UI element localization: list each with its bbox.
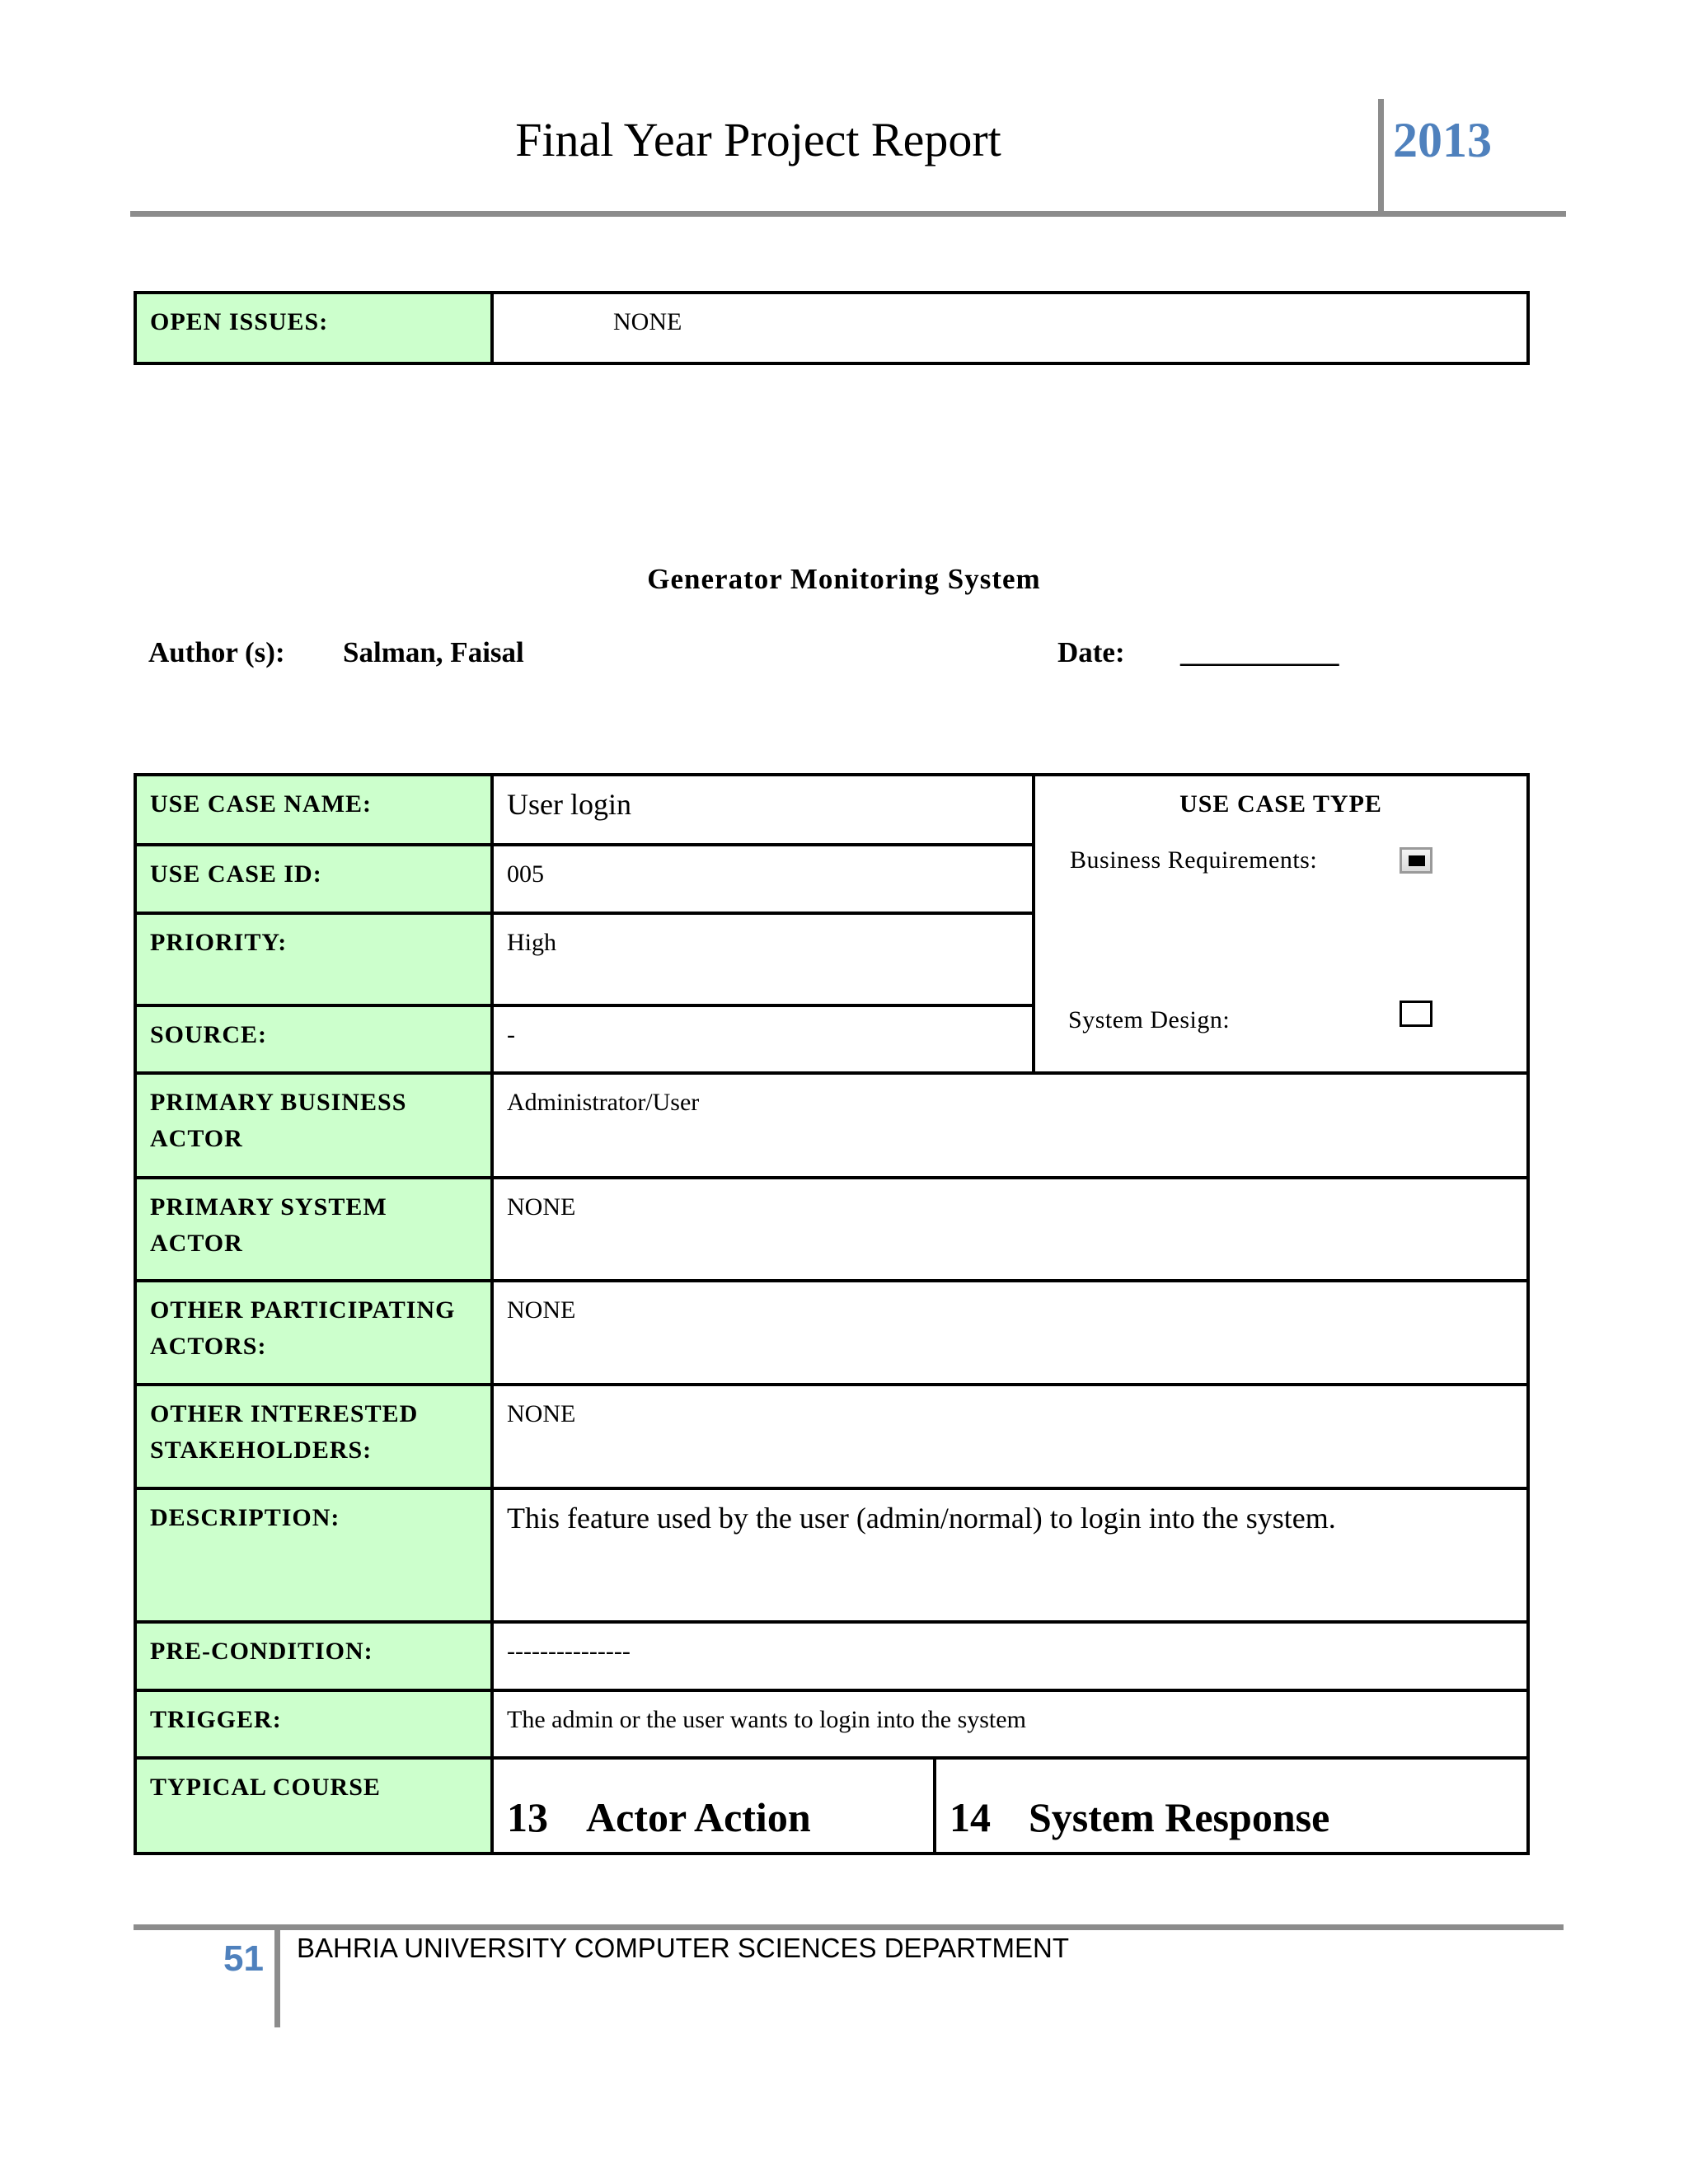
system-title: Generator Monitoring System <box>647 563 1041 595</box>
other-interested-stakeholders-value: NONE <box>492 1385 1528 1488</box>
use-case-id-value: 005 <box>492 845 1034 913</box>
use-case-name-label: USE CASE NAME: <box>135 775 492 845</box>
source-value: - <box>492 1005 1034 1073</box>
author-value: Salman, Faisal <box>343 636 524 668</box>
business-requirements-label: Business Requirements: <box>1070 846 1318 874</box>
system-response-label: System Response <box>1029 1794 1330 1840</box>
footer-text: BAHRIA UNIVERSITY COMPUTER SCIENCES DEPARTMENT <box>297 1933 1069 1963</box>
author-label: Author (s): <box>148 636 285 668</box>
priority-label: PRIORITY: <box>135 913 492 1005</box>
open-issues-table <box>134 291 1530 365</box>
open-issues-value: NONE <box>492 293 1528 363</box>
trigger-value: The admin or the user wants to login into the system <box>492 1690 1528 1758</box>
open-issues-label: OPEN ISSUES: <box>135 293 492 363</box>
pre-condition-label: PRE-CONDITION: <box>135 1622 492 1690</box>
source-label: SOURCE: <box>135 1005 492 1073</box>
date-value: ___________ <box>1180 636 1339 668</box>
use-case-id-label: USE CASE ID: <box>135 845 492 913</box>
footer-divider-vertical <box>274 1929 280 2027</box>
primary-business-actor-value: Administrator/User <box>492 1073 1528 1178</box>
date-label: Date: <box>1057 636 1125 668</box>
system-response-number: 14 <box>950 1794 991 1840</box>
priority-value: High <box>492 913 1034 1005</box>
actor-action-number: 13 <box>507 1794 548 1840</box>
pre-condition-value: --------------- <box>492 1622 1528 1690</box>
other-participating-actors-value: NONE <box>492 1281 1528 1385</box>
trigger-label: TRIGGER: <box>135 1690 492 1758</box>
primary-system-actor-value: NONE <box>492 1178 1528 1281</box>
page-number: 51 <box>223 1938 264 1979</box>
use-case-table <box>134 773 1530 1855</box>
actor-action-heading <box>492 1758 935 1854</box>
primary-system-actor-label: PRIMARY SYSTEM ACTOR <box>135 1178 492 1281</box>
header-divider-vertical <box>1378 99 1384 216</box>
description-label: DESCRIPTION: <box>135 1488 492 1622</box>
business-requirements-checkbox[interactable] <box>1400 847 1432 874</box>
document-title: Final Year Project Report <box>515 113 1001 166</box>
other-interested-stakeholders-label: OTHER INTERESTED STAKEHOLDERS: <box>135 1385 492 1488</box>
use-case-type-title: USE CASE TYPE <box>1179 790 1382 818</box>
system-design-label: System Design: <box>1068 1006 1231 1033</box>
footer-rule <box>134 1924 1564 1930</box>
header-rule <box>130 211 1566 217</box>
other-participating-actors-label: OTHER PARTICIPATING ACTORS: <box>135 1281 492 1385</box>
description-value: This feature used by the user (admin/normal) to login into the system. <box>492 1488 1528 1622</box>
actor-action-label: Actor Action <box>586 1794 811 1840</box>
primary-business-actor-label: PRIMARY BUSINESS ACTOR <box>135 1073 492 1178</box>
typical-course-label: TYPICAL COURSE <box>135 1758 492 1854</box>
use-case-name-value: User login <box>492 775 1034 845</box>
system-design-checkbox[interactable] <box>1400 1001 1432 1027</box>
use-case-type-cell <box>1034 775 1528 1073</box>
system-response-heading <box>935 1758 1528 1854</box>
document-year: 2013 <box>1393 113 1492 167</box>
